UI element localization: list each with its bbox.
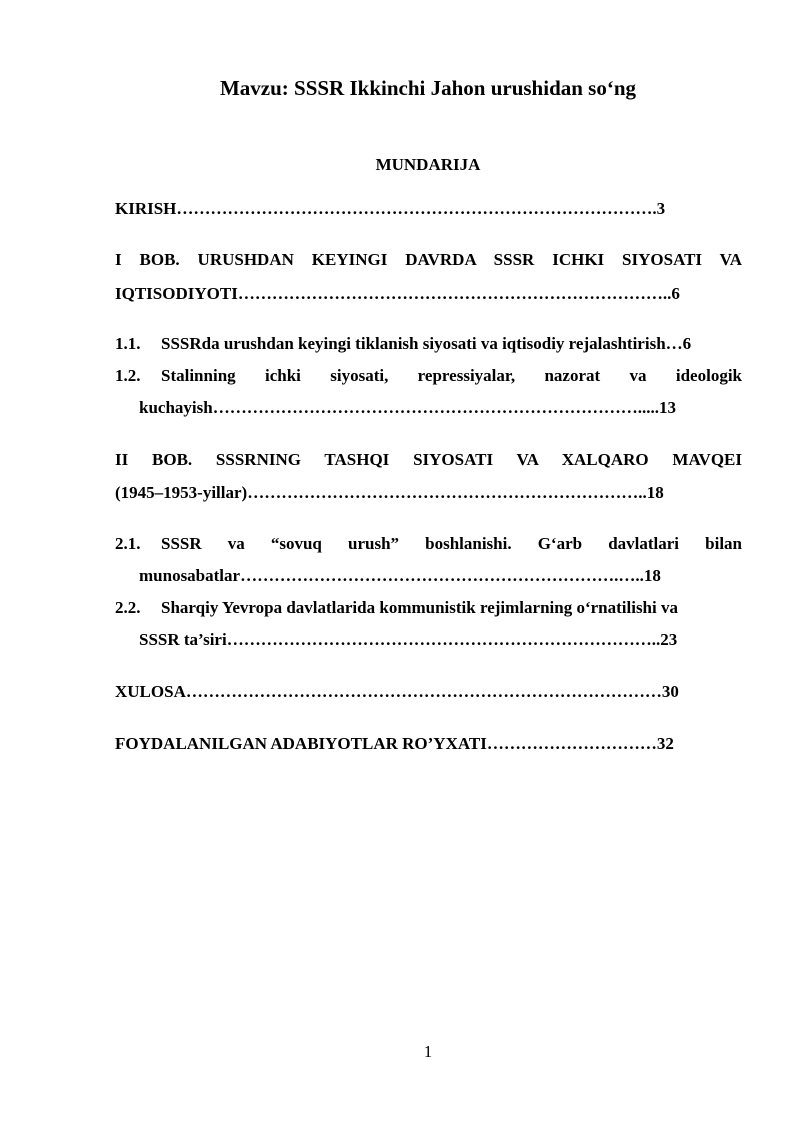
page-number: 1 [423,1042,433,1061]
toc-entry-1-1-number: 1.1. [115,334,141,353]
toc-entry-2-1 [115,534,742,554]
toc-entry-2-2-number: 2.2. [115,598,141,617]
toc-entry-2-2-text-line1: Sharqiy Yevropa davlatlarida kommunistik rejimlarning o‘rnatilishi va [161,598,678,617]
toc-entry-adabiyotlar: FOYDALANILGAN ADABIYOTLAR RO’YXATI…………………………32 [115,734,674,753]
document-title: Mavzu: SSSR Ikkinchi Jahon urushidan so‘ng [219,76,637,100]
toc-entry-bob1-line1: I BOB. URUSHDAN KEYINGI DAVRDA SSSR ICHKI SIYOSATI VA [115,250,742,269]
toc-entry-1-2-text-line2: kuchayish………………………………………………………………….....13 [139,398,676,417]
toc-entry-1-1-text: SSSRda urushdan keyingi tiklanish siyosati va iqtisodiy rejalashtirish…6 [161,334,692,353]
toc-entry-1-2-number: 1.2. [115,366,141,385]
toc-entry-2-1-text-line2: munosabatlar………………………………………………………….…..18 [139,566,661,585]
toc-entry-bob2-line1: II BOB. SSSRNING TASHQI SIYOSATI VA XALQARO MAVQEI [115,450,742,469]
toc-entry-bob1-line2: IQTISODIYOTI…………………………………………………………………..6 [115,284,680,303]
toc-entry-2-1-number: 2.1. [115,534,141,553]
toc-entry-kirish: KIRISH………………………………………………………………………….3 [115,199,666,218]
toc-entry-1-1 [115,334,749,354]
toc-entry-2-2-text-line2: SSSR ta’siri…………………………………………………………………..23 [139,630,678,649]
toc-entry-1-2 [115,366,742,386]
toc-heading: MUNDARIJA [375,155,481,174]
toc-entry-1-2-text-line1: Stalinning ichki siyosati, repressiyalar, nazorat va ideologik [161,366,742,385]
toc-entry-2-2 [115,598,742,618]
toc-entry-2-1-text-line1: SSSR va “sovuq urush” boshlanishi. G‘arb davlatlari bilan [161,534,742,553]
toc-entry-xulosa: XULOSA…………………………………………………………………………30 [115,682,679,701]
toc-entry-bob2-line2: (1945–1953-yillar)……………………………………………………………..18 [115,483,664,502]
